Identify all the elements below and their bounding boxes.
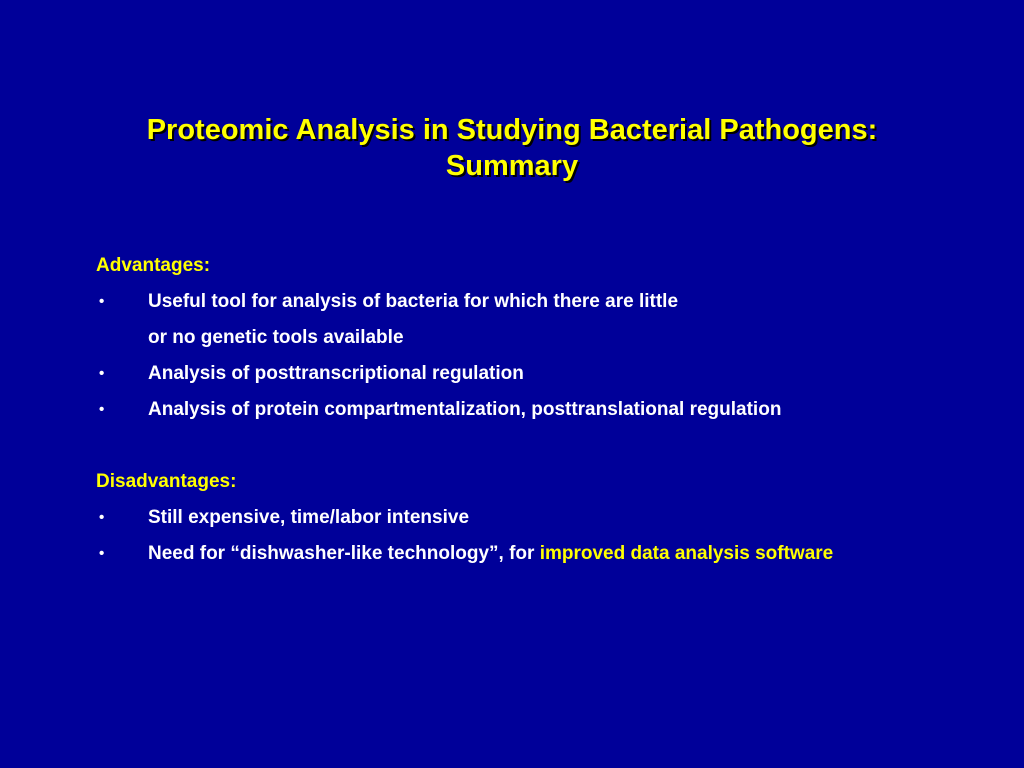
highlighted-text: improved data analysis software (539, 543, 834, 564)
slide-title-line-1: Proteomic Analysis in Studying Bacterial Pathogens: (146, 114, 878, 146)
advantages-heading: Advantages: (96, 255, 211, 276)
disadvantages-heading: Disadvantages: (96, 471, 237, 492)
list-item (96, 539, 996, 575)
bullet-icon: • (99, 293, 105, 310)
bullet-icon: • (99, 545, 105, 562)
bullet-icon: • (99, 401, 105, 418)
slide-body (96, 251, 996, 575)
bullet-icon: • (99, 509, 105, 526)
list-item (96, 359, 996, 395)
list-item (96, 287, 996, 323)
slide-title (0, 112, 1024, 184)
list-item-text: Still expensive, time/labor intensive (148, 507, 470, 528)
list-item-text-wrapper (148, 539, 833, 569)
list-item-text: or no genetic tools available (148, 327, 404, 348)
list-item-continuation (96, 323, 996, 359)
list-item (96, 395, 996, 431)
list-item (96, 503, 996, 539)
section-spacer (96, 431, 996, 467)
bullet-icon: • (99, 365, 105, 382)
list-item-text: Need for “dishwasher-like technology”, for (148, 543, 540, 564)
list-item-text: Analysis of posttranscriptional regulation (148, 363, 524, 384)
slide-title-line-2: Summary (445, 150, 579, 182)
list-item-text: Analysis of protein compartmentalization, posttranslational regulation (148, 399, 782, 420)
list-item-text: Useful tool for analysis of bacteria for which there are little (148, 291, 679, 312)
